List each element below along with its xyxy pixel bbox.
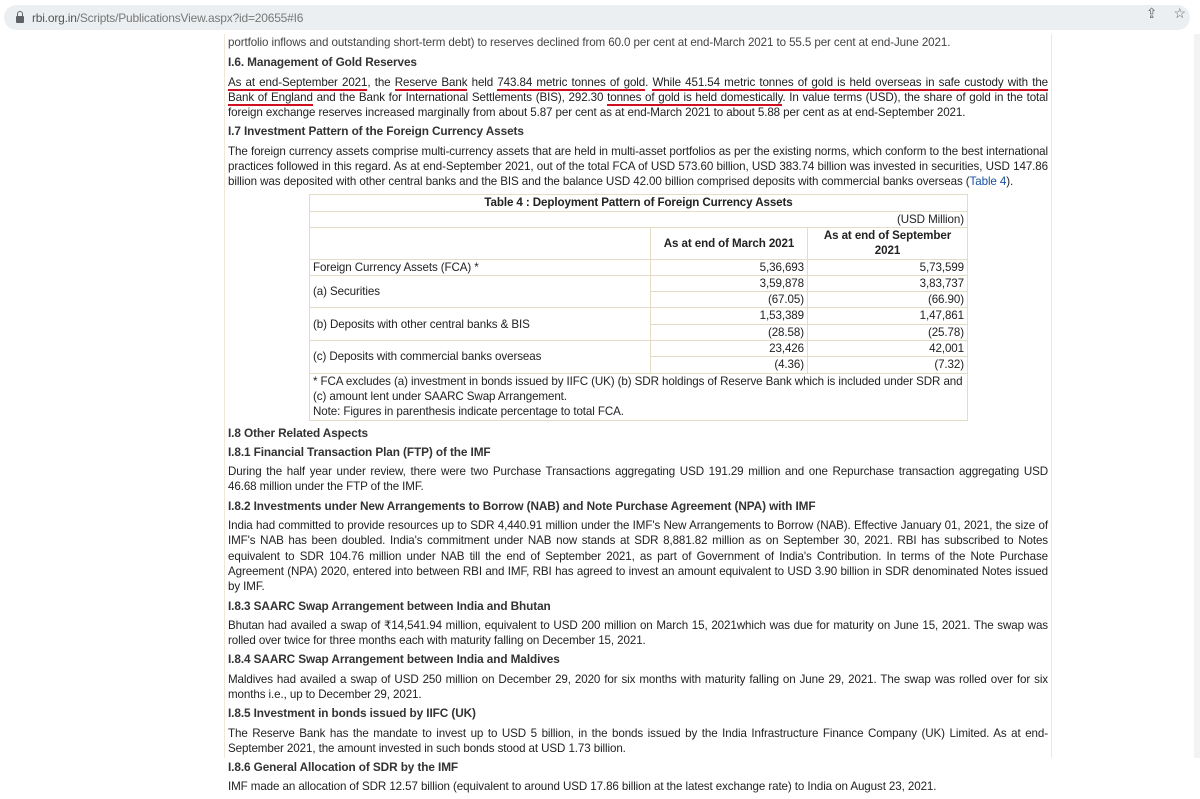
cell: 23,426: [651, 341, 808, 357]
cell: 3,83,737: [808, 275, 968, 291]
cell: 1,53,389: [651, 308, 808, 324]
cell: (28.58): [651, 324, 808, 340]
underlined-text: As at end-September 2021: [228, 75, 368, 89]
note-text: Note: Figures in parenthesis indicate percentage to total FCA.: [313, 405, 624, 419]
subsection-heading: I.8.2 Investments under New Arrangements to Borrow (NAB) and Note Purchase Agreement (NPA) with IMF: [228, 498, 816, 513]
share-icon[interactable]: ⇪: [1145, 5, 1158, 21]
url-text[interactable]: [32, 11, 303, 25]
bookmark-star-icon[interactable]: ☆: [1173, 5, 1186, 21]
table-title: Table 4 : Deployment Pattern of Foreign Currency Assets: [310, 194, 968, 211]
underlined-text: Reserve Bank: [394, 75, 468, 89]
row-label: (a) Securities: [310, 275, 651, 308]
table-row: [310, 341, 968, 357]
section-heading-gold: I.6. Management of Gold Reserves: [228, 55, 417, 70]
text: The foreign currency assets comprise multi-currency assets that are held in multi-asset portfolios as per the existing norms, which conform to the best international practices followed in this regard. As at end-September 2021, out of the total FCA of USD 573.60 billion, USD 383.74 billion was invested in securities, USD 147.86 billion was deposited with other central banks and the BIS and the balance USD 42.00 billion comprised deposits with commercial banks overseas (: [228, 144, 1048, 189]
section-heading-other: I.8 Other Related Aspects: [228, 425, 368, 440]
subsection-heading: I.8.6 General Allocation of SDR by the IMF: [228, 760, 459, 775]
text: ).: [1006, 175, 1014, 189]
cell: 3,59,878: [651, 275, 808, 291]
section-heading-fca: I.7 Investment Pattern of the Foreign Currency Assets: [228, 124, 524, 139]
underlined-text: 743.84 metric tonnes of gold: [497, 75, 646, 89]
cell: (4.36): [651, 357, 808, 373]
subsection-paragraph: During the half year under review, there were two Purchase Transactions aggregating USD 191.29 million and one Repurchase transaction aggregating USD 46.68 million under the FTP of the IMF.: [228, 465, 1048, 494]
empty-cell: [310, 227, 651, 259]
col-header-september: As at end of September 2021: [808, 227, 968, 259]
gold-paragraph: [228, 75, 1048, 121]
subsection-paragraph: Maldives had availed a swap of USD 250 million on December 29, 2020 for six months with maturity falling on June 29, 2021. The swap was rolled over for six months i.e., up to December 29, 2021.: [228, 672, 1048, 701]
table-footnote: [310, 373, 968, 420]
cell: (7.32): [808, 357, 968, 373]
table-4-link[interactable]: Table 4: [969, 175, 1007, 189]
cell: 5,73,599: [808, 259, 968, 275]
text: held: [467, 75, 498, 89]
subsection-heading: I.8.1 Financial Transaction Plan (FTP) of the IMF: [228, 444, 491, 459]
row-label: Foreign Currency Assets (FCA) *: [310, 259, 651, 275]
publication-content: [228, 35, 1048, 799]
cell: (66.90): [808, 292, 968, 308]
table-unit: (USD Million): [310, 211, 968, 227]
url-host: rbi.org.in: [32, 10, 77, 25]
footnote-text: * FCA excludes (a) investment in bonds issued by IIFC (UK) (b) SDR holdings of Reserve Bank which is included under SDR and (c) amount lent under SAARC Swap Arrangement.: [313, 374, 963, 403]
cell: 42,001: [808, 341, 968, 357]
underlined-text: tonnes of gold is held domestically: [607, 90, 783, 104]
text: . In value terms (USD), the share of gold in the total foreign exchange reserves increased marginally from about 5.87 per cent as at end-March 2021 to about 5.88 per cent as at end-September 2021.: [228, 90, 1049, 120]
table-row: [310, 275, 968, 291]
row-label: (c) Deposits with commercial banks overseas: [310, 341, 651, 374]
text: , the: [367, 75, 395, 89]
lock-icon[interactable]: [16, 16, 24, 23]
text: .: [645, 75, 653, 89]
cell: (67.05): [651, 292, 808, 308]
row-label: (b) Deposits with other central banks & BIS: [310, 308, 651, 341]
partial-line: portfolio inflows and outstanding short-term debt) to reserves declined from 60.0 per cent at end-March 2021 to 55.5 per cent at end-June 2021.: [228, 36, 951, 49]
subsection-paragraph: Bhutan had availed a swap of ₹14,541.94 million, equivalent to USD 200 million on March 15, 2021which was due for maturity on June 15, 2021. The swap was rolled over twice for three months each with maturity falling on December 15, 2021.: [228, 618, 1048, 648]
fca-paragraph: [228, 144, 1048, 190]
fca-table: [309, 194, 968, 421]
table-row: [310, 259, 968, 275]
subsection-paragraph: India had committed to provide resources up to SDR 4,440.91 million under the IMF's New Arrangements to Borrow (NAB). Effective January 01, 2021, the size of IMF's NAB has been doubled. India's commitment under NAB now stands at SDR 8,881.82 million as on September 30, 2021. RBI has subscribed to Notes equivalent to SDR 104.76 million under NAB till the end of September 2021, as part of Government of India's Contribution. In terms of the Note Purchase Agreement (NPA) 2020, entered into between RBI and IMF, RBI has agreed to invest an amount equivalent to USD 3.90 billion in SDR denominated Notes issued by IMF.: [228, 519, 1048, 594]
scrollbar[interactable]: [1194, 34, 1200, 758]
subsection-heading: I.8.5 Investment in bonds issued by IIFC (UK): [228, 706, 476, 721]
col-header-march: As at end of March 2021: [651, 227, 808, 259]
url-path: /Scripts/PublicationsView.aspx?id=20655#I6: [76, 10, 304, 25]
table-row: [310, 308, 968, 324]
subsection-paragraph: The Reserve Bank has the mandate to invest up to USD 5 billion, in the bonds issued by the India Infrastructure Finance Company (UK) Limited. As at end-September 2021, the amount invested in such bonds stood at USD 1.73 billion.: [228, 726, 1048, 755]
cell: (25.78): [808, 324, 968, 340]
cell: 5,36,693: [651, 259, 808, 275]
text: and the Bank for International Settlements (BIS), 292.30: [312, 90, 608, 104]
address-bar[interactable]: [4, 5, 1190, 30]
browser-toolbar: [0, 0, 1200, 34]
cell: 1,47,861: [808, 308, 968, 324]
underlined-text: While 451.54 metric tonnes of gold is held overseas in safe custody with the Bank of England: [228, 75, 1049, 104]
subsection-paragraph: IMF made an allocation of SDR 12.57 billion (equivalent to around USD 17.86 billion at the latest exchange rate) to India on August 23, 2021.: [228, 780, 937, 794]
subsection-heading: I.8.4 SAARC Swap Arrangement between India and Maldives: [228, 652, 560, 667]
subsection-heading: I.8.3 SAARC Swap Arrangement between India and Bhutan: [228, 598, 551, 613]
